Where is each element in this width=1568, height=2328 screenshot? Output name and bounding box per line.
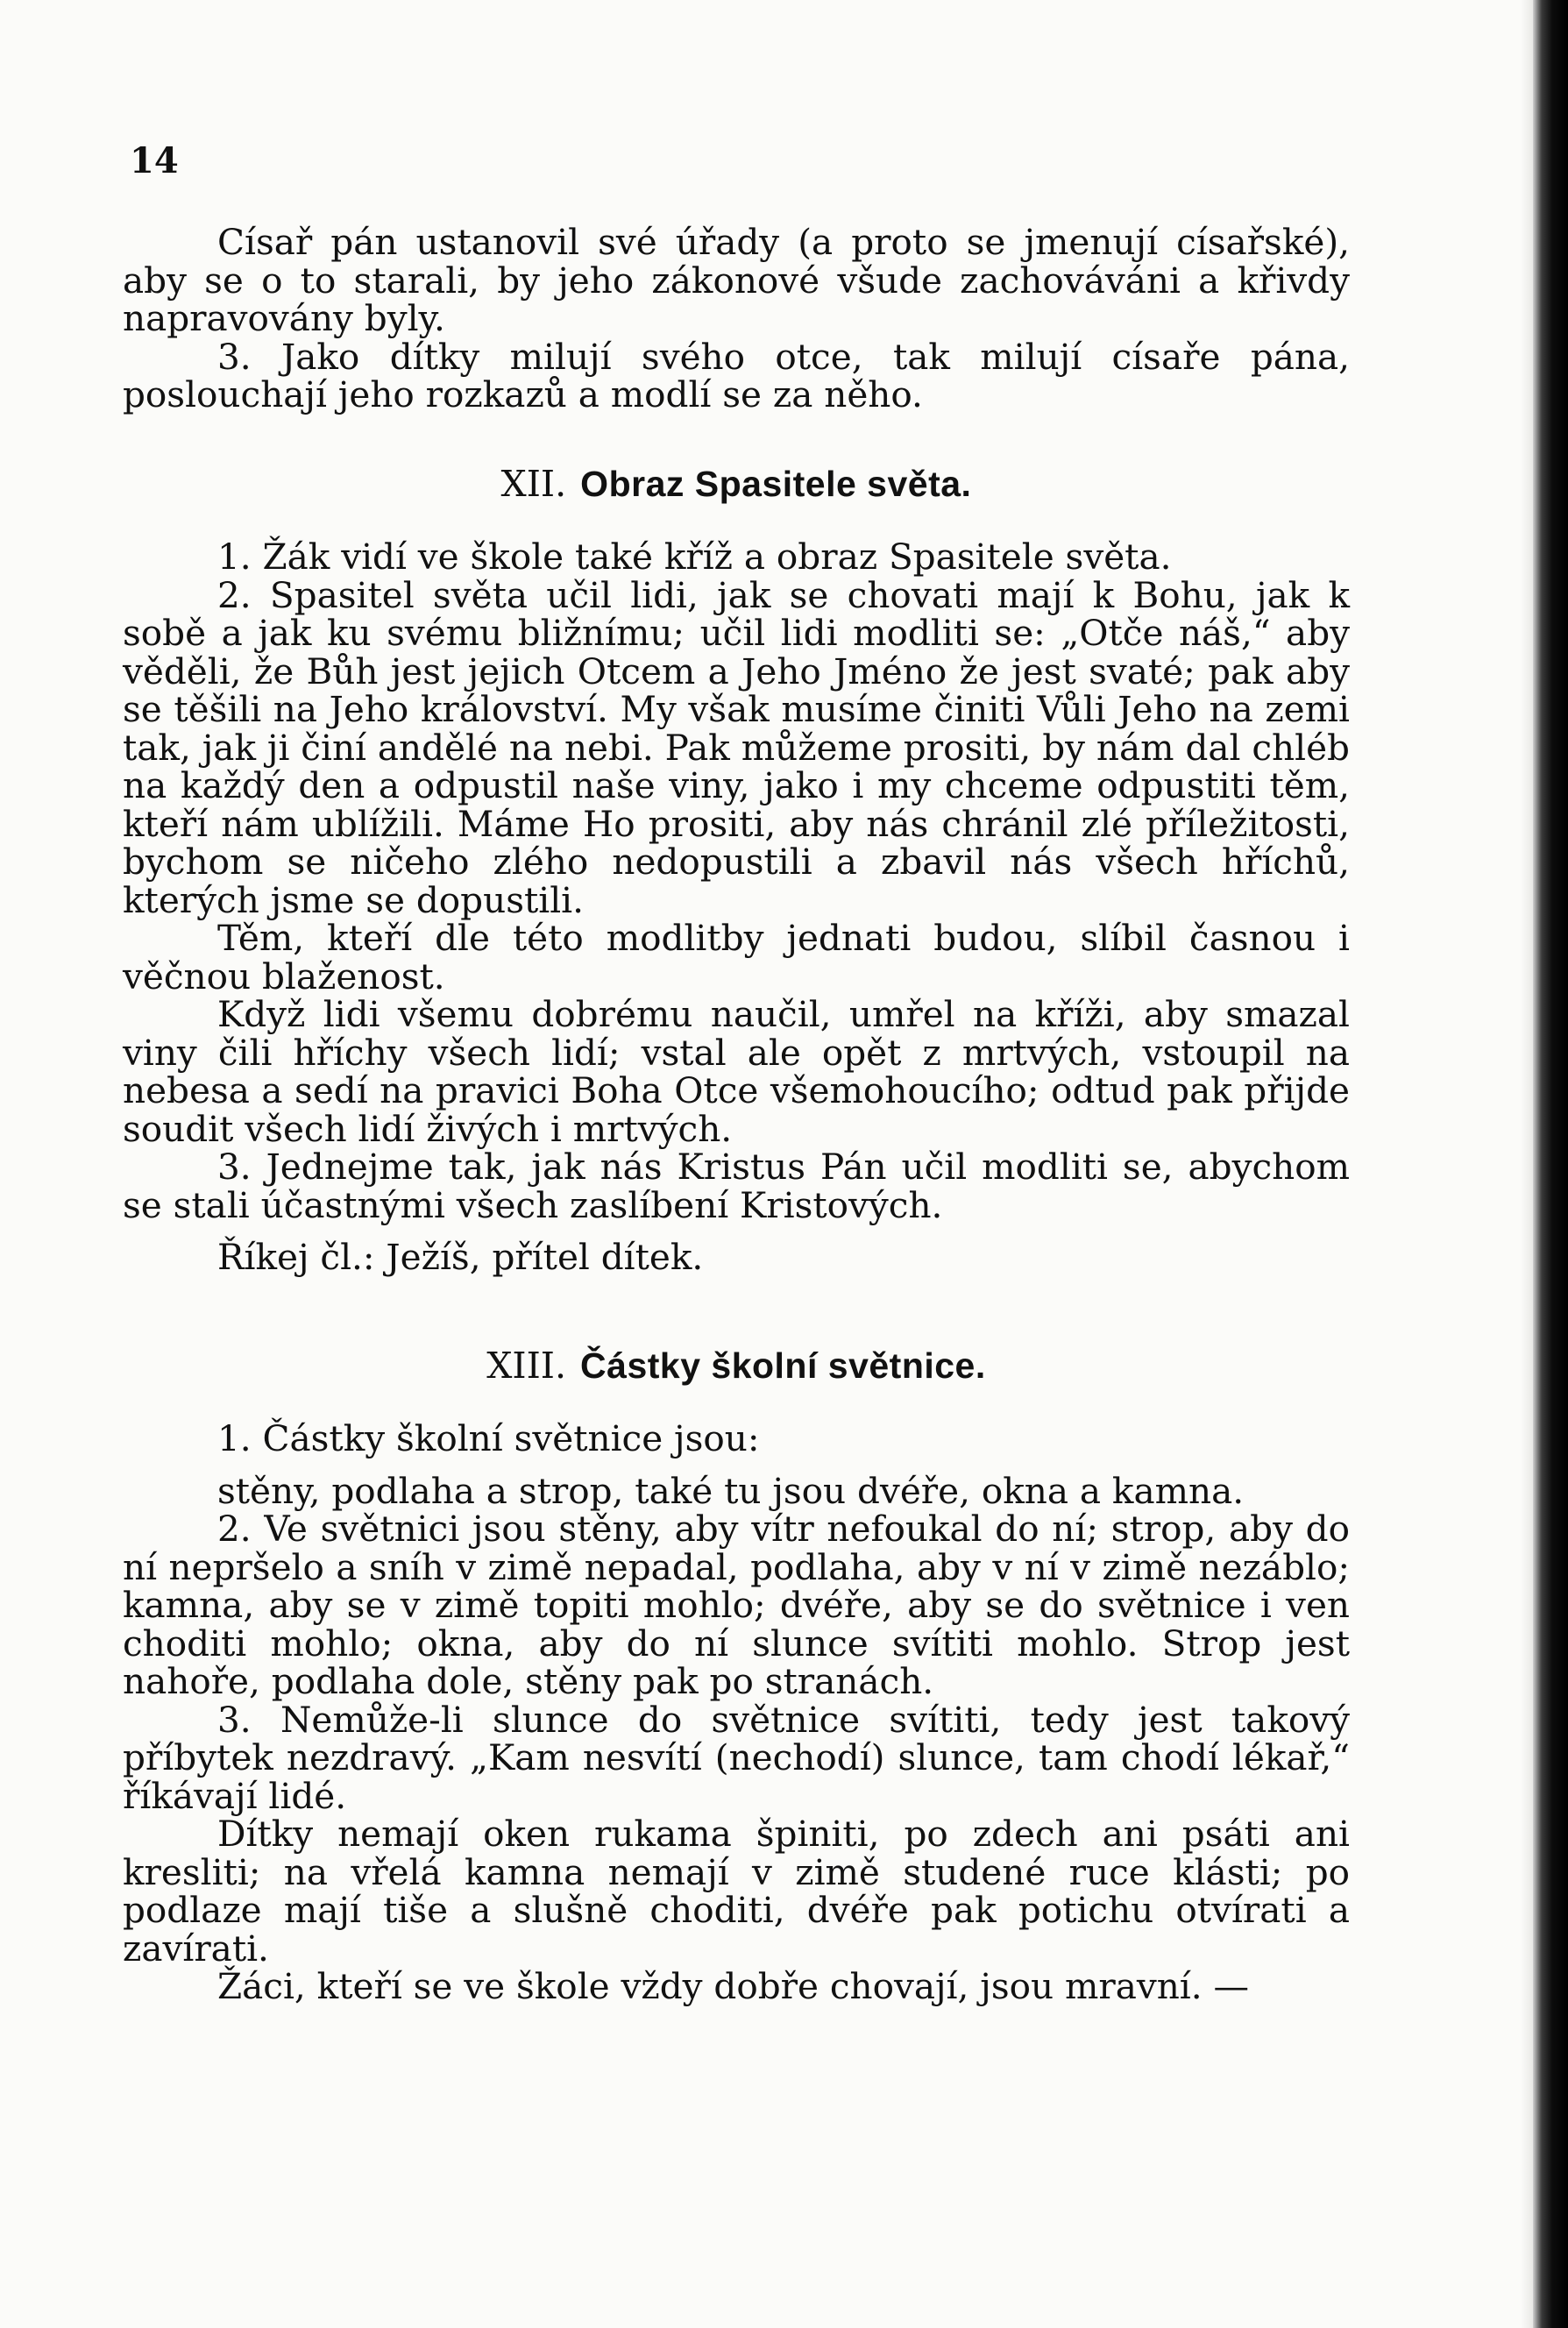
section-12-paragraph-2: 2. Spasitel světa učil lidi, jak se chovati mají k Bohu, jak k sobě a jak ku svému bližnímu; učil lidi modliti se: „Otče náš,“ aby věděli, že Bůh jest jejich Otcem a Jeho Jméno že jest svaté; pak aby se těšili na Jeho království. My však musíme činiti Vůli Jeho na zemi tak, jak ji činí andělé na nebi. Pak můžeme prositi, by nám dal chléb na každý den a odpustil naše viny, jako i my chceme odpustiti těm, kteří nám ublížili. Máme Ho prositi, aby nás chránil zlé příležitosti, bychom se ničeho zlého nedopustili a zbavil nás všech hříchů, kterých jsme se dopustili.	[123, 573, 1350, 921]
page-gutter-shadow	[1521, 0, 1533, 2328]
section-13-paragraph-4: 3. Nemůže-li slunce do světnice svítiti, tedy jest takový příbytek nezdravý. „Kam nesvítí (nechodí) slunce, tam chodí lékař,“ říkávají lidé.	[123, 1698, 1350, 1817]
intro-paragraph-2: 3. Jako dítky milují svého otce, tak milují císaře pána, poslouchají jeho rozkazů a modlí se za něho.	[123, 335, 1350, 415]
section-13-number: XIII.	[486, 1344, 567, 1387]
section-13-paragraph-5: Dítky nemají oken rukama špiniti, po zdech ani psáti ani kresliti; na vřelá kamna nemají v zimě studené ruce klásti; po podlaze mají tiše a slušně choditi, dvéře pak potichu otvírati a zavírati.	[123, 1813, 1350, 1970]
section-12-number: XII.	[500, 462, 567, 505]
page-number: 14	[130, 140, 179, 181]
section-13-heading	[123, 1344, 1350, 1387]
section-13-paragraph-2: stěny, podlaha a strop, také tu jsou dvéře, okna a kamna.	[217, 1469, 1245, 1512]
section-12-paragraph-4: Když lidi všemu dobrému naučil, umřel na kříži, aby smazal viny čili hříchy všech lidí; vstal ale opět z mrtvých, vstoupil na nebesa a sedí na pravici Boha Otce všemohoucího; odtud pak přijde soudit všech lidí živých i mrtvých.	[123, 993, 1350, 1150]
section-13-paragraph-3: 2. Ve světnici jsou stěny, aby vítr nefoukal do ní; strop, aby do ní nepršelo a sníh v zimě nepadal, podlaha, aby v ní v zimě nezáblo; kamna, aby se v zimě topiti mohlo; dvéře, aby se do světnice i ven choditi mohlo; okna, aby do ní slunce svítiti mohlo. Strop jest nahoře, podlaha dole, stěny pak po stranách.	[123, 1508, 1350, 1702]
section-13-paragraph-6: Žáci, kteří se ve škole vždy dobře chovají, jsou mravní. —	[217, 1965, 1250, 2007]
section-12-heading	[123, 462, 1350, 505]
section-13-title: Částky školní světnice.	[580, 1345, 986, 1386]
section-12-paragraph-6: Říkej čl.: Ježíš, přítel dítek.	[217, 1236, 704, 1278]
section-12-title: Obraz Spasitele světa.	[580, 463, 972, 504]
section-12-paragraph-5: 3. Jednejme tak, jak nás Kristus Pán učil modliti se, abychom se stali účastnými všech zaslíbení Kristových.	[123, 1146, 1350, 1226]
section-12-paragraph-3: Těm, kteří dle této modlitby jednati budou, slíbil časnou i věčnou blaženost.	[123, 917, 1350, 997]
section-13-paragraph-1: 1. Částky školní světnice jsou:	[217, 1417, 760, 1459]
page-body	[123, 221, 1350, 2007]
intro-paragraph-1: Císař pán ustanovil své úřady (a proto se jmenují císařské), aby se o to starali, by jeho zákonové všude zachováváni a křivdy napravovány byly.	[123, 221, 1350, 339]
section-12-paragraph-1: 1. Žák vidí ve škole také kříž a obraz Spasitele světa.	[217, 536, 1172, 578]
scanned-edge	[1533, 0, 1568, 2328]
